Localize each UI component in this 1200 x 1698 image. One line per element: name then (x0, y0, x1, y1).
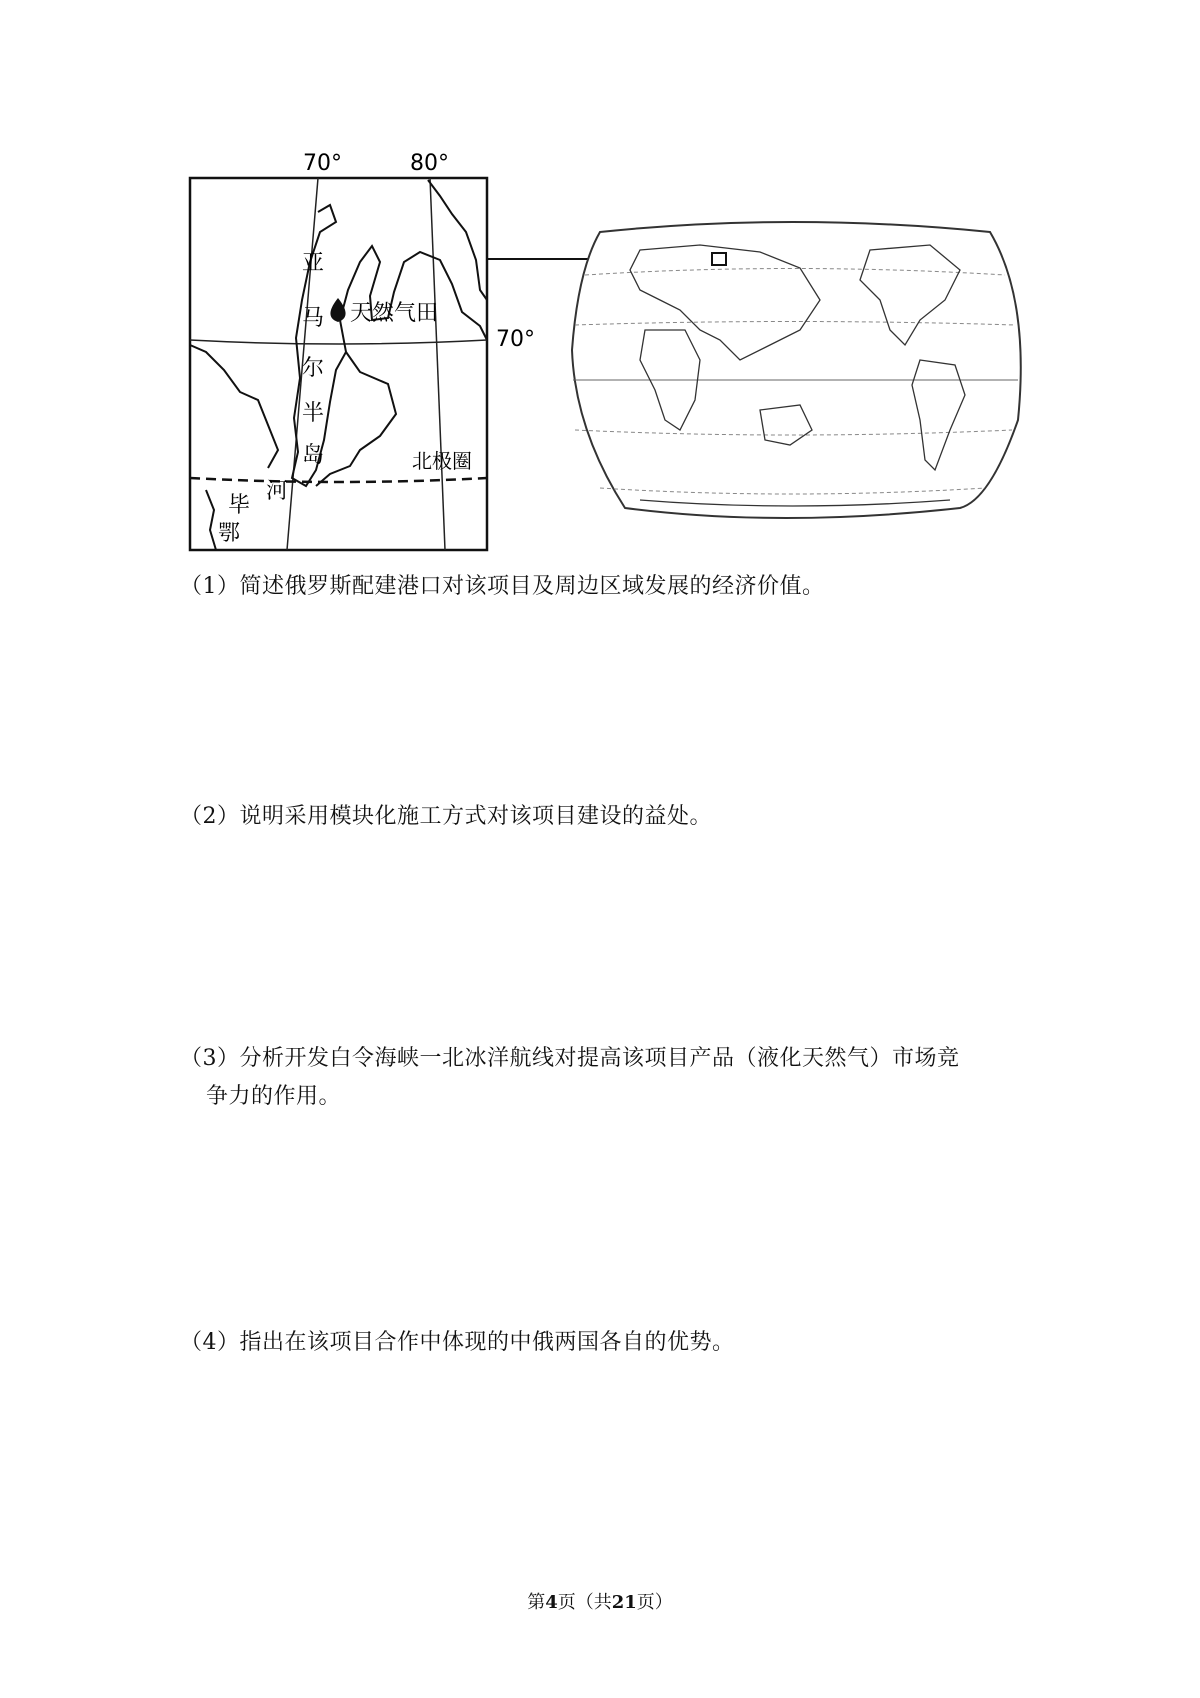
question-1 (180, 568, 825, 606)
page-footer (0, 1588, 1200, 1614)
question-1-text: 简述俄罗斯配建港口对该项目及周边区域发展的经济价值。 (239, 574, 825, 599)
river-char-2: 河 (266, 479, 289, 504)
gas-field-icon (330, 298, 345, 322)
latitude-70-line (190, 340, 487, 344)
lon-label-80: 80° (410, 151, 449, 176)
arctic-circle-label: 北极圈 (412, 449, 472, 473)
river-char-1: 毕 (228, 493, 251, 518)
coastline-east (428, 180, 487, 300)
footer-page-number: 4 (545, 1592, 558, 1613)
question-4-text: 指出在该项目合作中体现的中俄两国各自的优势。 (239, 1330, 735, 1355)
map-figure (0, 0, 1200, 560)
question-3 (180, 1040, 960, 1116)
peninsula-char-5: 岛 (302, 443, 325, 468)
lon-label-70: 70° (303, 151, 342, 176)
river-ob (206, 490, 216, 550)
longitude-80-line (430, 178, 445, 550)
gas-field-label: 天然气田 (350, 301, 439, 326)
map-svg (0, 0, 1200, 560)
footer-mid: 页（共 (557, 1592, 612, 1613)
question-4 (180, 1324, 735, 1362)
question-1-number: （1） (180, 574, 240, 599)
question-3-continuation: 争力的作用。 (206, 1084, 342, 1109)
footer-suffix: 页） (636, 1592, 673, 1613)
world-map (572, 222, 1021, 518)
peninsula-char-1: 亚 (302, 251, 325, 276)
footer-total-pages: 21 (611, 1592, 637, 1613)
question-2 (180, 798, 712, 836)
question-3-number: （3） (180, 1046, 240, 1071)
peninsula-char-2: 马 (302, 306, 325, 331)
peninsula-char-4: 半 (302, 401, 325, 426)
river-char-3: 鄂 (218, 521, 241, 546)
lat-label-70: 70° (496, 327, 535, 352)
coastline-west (190, 345, 278, 468)
question-4-number: （4） (180, 1330, 240, 1355)
footer-prefix: 第 (527, 1592, 546, 1613)
question-2-number: （2） (180, 804, 240, 829)
question-2-text: 说明采用模块化施工方式对该项目建设的益处。 (239, 804, 713, 829)
peninsula-char-3: 尔 (302, 356, 325, 381)
question-3-text: 分析开发白令海峡一北冰洋航线对提高该项目产品（液化天然气）市场竞 (239, 1046, 960, 1071)
